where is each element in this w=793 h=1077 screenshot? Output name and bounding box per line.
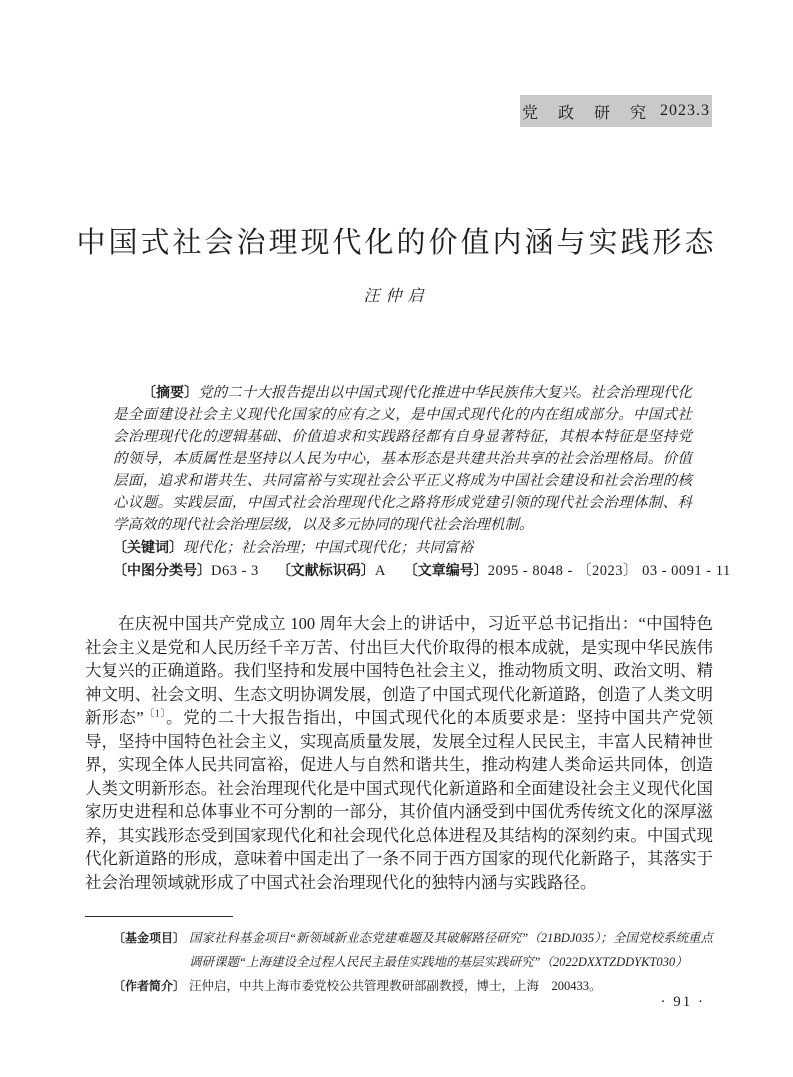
body-paragraph: [85, 612, 713, 894]
journal-issue: 2023.3: [660, 102, 710, 119]
citation-marker: 〔1〕: [143, 708, 167, 720]
author-bio-text: 汪仲启，中共上海市委党校公共管理教研部副教授，博士，上海 200433。: [189, 979, 602, 993]
article-title: 中国式社会治理现代化的价值内涵与实践形态: [76, 227, 717, 260]
abstract-label: 〔摘要〕: [142, 384, 199, 400]
body-text: [85, 612, 713, 894]
article-author: 汪仲启: [363, 288, 430, 305]
fund-project-row: [85, 926, 713, 974]
doc-code-value: A: [374, 563, 386, 579]
journal-name: 党 政 研 究: [521, 104, 654, 122]
clc-value: D63 - 3: [211, 563, 259, 579]
journal-header-box: [520, 95, 712, 127]
body-text-after-citation: 。党的二十大报告指出，中国式现代化的本质要求是：坚持中国共产党领导，坚持中国特色社会主义，实现高质量发展，发展全过程人民民主，丰富人民精神世界，实现全体人民共同富裕，促进人与自然和谐共生，推动构建人类命运共同体，创造人类文明新形态。社会治理现代化是中国式现代化新道路和全面建设社会主义现代化国家历史进程和总体事业不可分割的一部分，其价值内涵受到中国优秀传统文化的深厚滋养，其实践形态受到国家现代化和社会现代化总体进程及其结构的深刻约束。中国式现代化新道路的形成，意味着中国走出了一条不同于西方国家的现代化新路子，其落实于社会治理领域就形成了中国式社会治理现代化的独特内涵与实践路径。: [85, 708, 714, 892]
article-id-value: 2095 - 8048 - 〔2023〕 03 - 0091 - 11: [487, 563, 731, 579]
page-number: · 91 ·: [660, 994, 705, 1010]
meta-line: [113, 559, 731, 582]
keywords-line: [113, 536, 692, 559]
abstract-paragraph: [113, 381, 692, 536]
author-bio-label: 〔作者简介〕: [113, 979, 186, 993]
clc-label: 〔中图分类号〕: [113, 562, 211, 578]
front-matter: [113, 381, 731, 582]
footnote-divider: [85, 916, 233, 917]
keywords-label: 〔关键词〕: [113, 539, 183, 555]
abstract-text: 党的二十大报告提出以中国式现代化推进中华民族伟大复兴。社会治理现代化是全面建设社会主义现代化国家的应有之义，是中国式现代化的内在组成部分。中国式社会治理现代化的逻辑基础、价值追求和实践路径都有自身显著特征，其根本特征是坚持党的领导，本质属性是坚持以人民为中心，基本形态是共建共治共享的社会治理格局。价值层面，追求和谐共生、共同富裕与实现社会公平正义将成为中国社会建设和社会治理的核心议题。实践层面，中国式社会治理现代化之路将形成党建引领的现代社会治理体制、科学高效的现代社会治理层级，以及多元协同的现代社会治理机制。: [113, 385, 692, 533]
footnote-block: [85, 916, 713, 998]
author-bio-row: [85, 974, 713, 998]
fund-project-label: 〔基金项目〕: [113, 931, 186, 945]
doc-code-label: 〔文献标识码〕: [276, 562, 375, 578]
keywords-text: 现代化；社会治理；中国式现代化；共同富裕: [183, 540, 473, 556]
article-id-label: 〔文章编号〕: [403, 562, 488, 578]
fund-project-text: 国家社科基金项目“新领域新业态党建难题及其破解路径研究”（21BDJ035）；全国党校系统重点调研课题“上海建设全过程人民民主最佳实践地的基层实践研究”（2022DXXTZDDYKT030）: [189, 931, 713, 969]
body-text-before-citation: 在庆祝中国共产党成立 100 周年大会上的讲话中，习近平总书记指出：“中国特色社会主义是党和人民历经千辛万苦、付出巨大代价取得的根本成就，是实现中华民族伟大复兴的正确道路。我们坚持和发展中国特色社会主义，推动物质文明、政治文明、精神文明、社会文明、生态文明协调发展，创造了中国式现代化新道路，创造了人类文明新形态”: [85, 614, 713, 727]
